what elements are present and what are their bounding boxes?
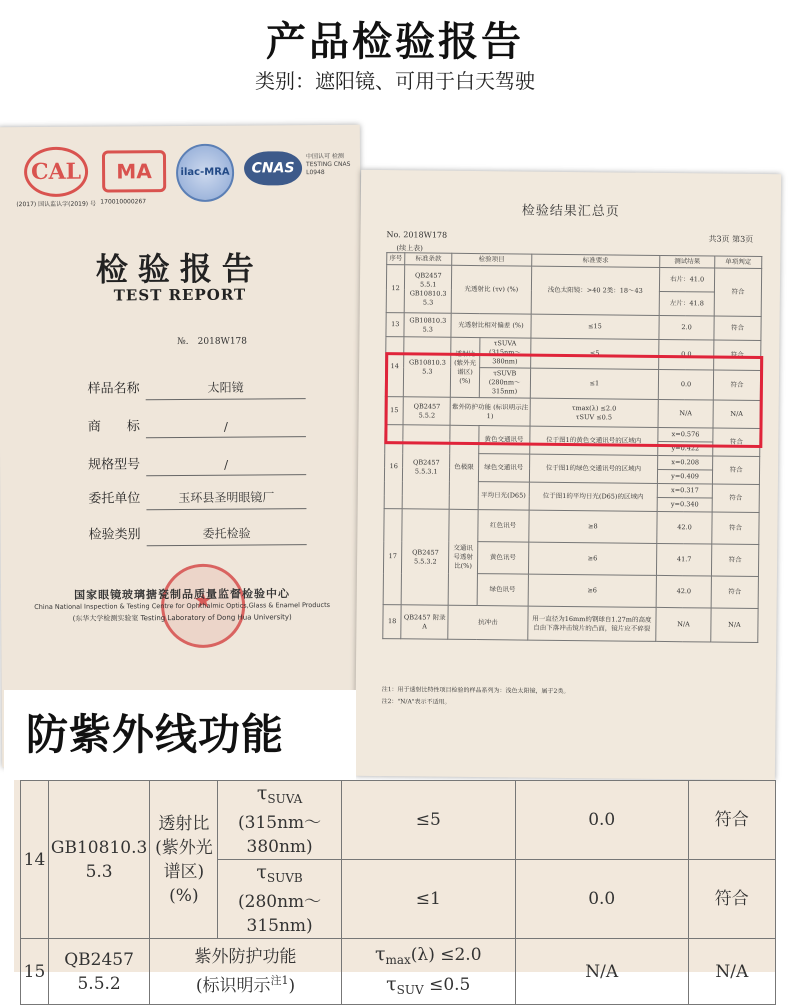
field-inspection-type bbox=[89, 523, 339, 547]
table-row: 18 QB2457 附录A 抗冲击 用一直径为16mm的钢球自1.27m的高度自由下落冲击镜片的凸面，镜片应不碎裂 N/A N/A bbox=[383, 605, 758, 643]
field-value: 太阳镜 bbox=[146, 378, 306, 400]
cnas-logo: CNAS bbox=[244, 151, 302, 185]
table-row: 平均日光(D65) 位于图1的平均日光(D65)的区域内 x=0.317 符合 bbox=[384, 481, 759, 499]
table-row: 左片：41.8 bbox=[386, 289, 761, 317]
cover-org-en: China National Inspection & Testing Centre for Ophthalmic Optics,Glass & Enamel Products bbox=[34, 600, 331, 612]
table-header: 序号 bbox=[387, 253, 405, 265]
summary-title: 检验结果汇总页 bbox=[521, 203, 620, 220]
cover-org-cn: 国家眼镜玻璃搪瓷制品质量监督检验中心 bbox=[73, 587, 291, 602]
cal-cert-number: (2017) 国认监认字(2019) 号 bbox=[16, 200, 97, 209]
test-item-uv-protection: 紫外防护功能 (标识明示$^{注1}$) bbox=[150, 939, 341, 1005]
field-label: 检验类别 bbox=[88, 527, 141, 543]
row-number: 15 bbox=[21, 939, 49, 1005]
table-row: 绿色讯号 ≥6 42.0 符合 bbox=[383, 573, 758, 609]
test-item-suvb: $\tau_{SUVB}$ (280nm～315nm) bbox=[218, 860, 341, 939]
table-header: 单项判定 bbox=[715, 256, 762, 268]
report-cover-page bbox=[0, 125, 364, 768]
field-value: / bbox=[146, 457, 306, 476]
field-value: 玉环县圣明眼镜厂 bbox=[146, 488, 306, 510]
row-number: 14 bbox=[21, 781, 49, 939]
cover-org-sub: (东华大学检测实验室 Testing Laboratory of Dong Hua University) bbox=[72, 613, 292, 623]
table-row: 黄色讯号 ≥6 41.7 符合 bbox=[383, 541, 758, 577]
cert-logos bbox=[16, 145, 351, 217]
field-label: 商 标 bbox=[87, 419, 140, 435]
field-sample-name bbox=[88, 377, 338, 401]
table-row: 12 QB2457 5.5.1 GB10810.3 5.3 光透射比 (τv) (%) 浅色太阳镜：>40 2类：18～43 右片：41.0 符合 bbox=[386, 265, 761, 293]
uv-function-caption: 防紫外线功能 bbox=[4, 690, 356, 780]
table-row: 15 QB2457 5.5.2 紫外防护功能 (标识明示注1) τmax(λ) ≤2.0 τSUV ≤0.5 N/A N/A bbox=[385, 397, 760, 429]
cnas-caption: 中国认可 检测 TESTING CNAS L0948 bbox=[305, 152, 351, 177]
cma-cert-number: 170010000267 bbox=[100, 198, 147, 206]
cover-title-cn: 检验报告 bbox=[95, 249, 264, 289]
judgement: N/A bbox=[688, 939, 775, 1005]
ilac-mra-logo: ilac-MRA bbox=[176, 144, 234, 202]
requirement: ≤1 bbox=[341, 860, 515, 939]
standard-clause: GB10810.3 5.3 bbox=[48, 781, 149, 939]
summary-report-number: No. 2018W178 bbox=[386, 230, 448, 240]
summary-table: 序号 标准条款 检验项目 标准要求 测试结果 单项判定 12 QB2457 5.5.1 GB10810.3 5.3 光透射比 (τv) (%) 浅色太阳镜：>40 2类：18～43 右片：41.0 符合 左片：41.8 13 GB10810.3 5.3 光透射比相对偏差 (%) ≤15 2.0 符合 14 GB10810.3 5.3 透射比 (紫外光谱区) (%) τSUVA (315nm～380nm) ≤5 0.0 符合 τSUVB (280nm～315nm) ≤1 0.0 符合 15 QB2457 5.5.2 紫外防护功能 (标识明示注1) τmax(λ) ≤2.0 τSUV ≤0.5 N/A N/A 16 QB2457 5.5.3.1 色极限 黄色交通讯号 位于图1的黄色交通讯号的区域内 x=0.576 符合 y=0.422 绿色交通讯号 位于图1的绿色交通讯号的区域内 x=0.208 符合 y=0.409 平均日光(D65) 位于图1的平均日光(D65)的区域内 x=0.317 符合 y=0.340 17 QB2457 5.5.3.2 交通讯号透射比(%) 红色讯号 ≥8 42.0 符合 黄色讯号 ≥6 41.7 符合 绿色讯号 ≥6 42.0 符合 18 QB2457 附录A 抗冲击 用一直径为16mm的钢球自1.27m的高度自由下落冲击镜片的凸面，镜片应不碎裂 N/A N/A bbox=[382, 252, 762, 643]
table-header: 标准要求 bbox=[531, 254, 660, 267]
test-group: 透射比 (紫外光 谱区) (%) bbox=[150, 781, 218, 939]
requirement: $\tau_{max}(\lambda) \le 2.0$ $\tau_{SUV} \le 0.5$ bbox=[341, 939, 515, 1005]
field-label: 样品名称 bbox=[87, 381, 140, 397]
table-row: 14 GB10810.3 5.3 透射比 (紫外光谱区) (%) τSUVA (315nm～380nm) ≤5 0.0 符合 bbox=[386, 337, 761, 371]
table-row: τSUVB (280nm～315nm) ≤1 0.0 符合 bbox=[385, 367, 760, 401]
table-row bbox=[21, 781, 776, 860]
requirement: ≤5 bbox=[341, 781, 515, 860]
judgement: 符合 bbox=[688, 860, 775, 939]
page-subtitle: 类别：遮阳镜、可用于白天驾驶 bbox=[255, 69, 535, 93]
table-header: 测试结果 bbox=[660, 255, 715, 268]
field-value: 委托检验 bbox=[147, 524, 307, 546]
field-label: 委托单位 bbox=[88, 491, 141, 507]
field-trademark bbox=[88, 415, 338, 439]
uv-detail-zoom bbox=[14, 780, 776, 997]
field-label: 规格型号 bbox=[88, 457, 141, 473]
uv-highlight-box bbox=[384, 352, 763, 448]
summary-note-1: 注1：用于透射比特性项目检验的样品系列为：浅色太阳镜，属于2类。 bbox=[381, 686, 570, 696]
test-result: N/A bbox=[515, 939, 688, 1005]
table-header: 检验项目 bbox=[452, 253, 532, 266]
test-result: 0.0 bbox=[515, 781, 688, 860]
field-model bbox=[88, 453, 338, 477]
test-item-suva: $\tau_{SUVA}$ (315nm～380nm) bbox=[218, 781, 341, 860]
cal-logo: CAL bbox=[24, 147, 88, 197]
summary-page-number: 共3页 第3页 bbox=[708, 234, 754, 244]
field-value: / bbox=[146, 419, 306, 438]
judgement: 符合 bbox=[688, 781, 775, 860]
field-client bbox=[88, 487, 338, 511]
page-title: 产品检验报告 bbox=[266, 19, 524, 65]
table-row: 13 GB10810.3 5.3 光透射比相对偏差 (%) ≤15 2.0 符合 bbox=[386, 313, 761, 341]
table-row: 16 QB2457 5.5.3.1 色极限 黄色交通讯号 位于图1的黄色交通讯号的区域内 x=0.576 符合 bbox=[385, 425, 760, 443]
results-summary-page bbox=[355, 170, 781, 780]
summary-continued: (续上表) bbox=[396, 244, 423, 253]
table-row: 17 QB2457 5.5.3.2 交通讯号透射比(%) 红色讯号 ≥8 42.0 符合 bbox=[384, 509, 759, 545]
test-result: 0.0 bbox=[515, 860, 688, 939]
cover-report-number: №． 2018W178 bbox=[177, 336, 248, 348]
cover-title-en: TEST REPORT bbox=[113, 285, 247, 305]
uv-detail-table bbox=[20, 780, 776, 1005]
standard-clause: QB2457 5.5.2 bbox=[48, 939, 149, 1005]
summary-note-2: 注2："N/A"表示不适用。 bbox=[381, 698, 451, 706]
table-row: 绿色交通讯号 位于图1的绿色交通讯号的区域内 x=0.208 符合 bbox=[385, 453, 760, 471]
cma-logo: MA bbox=[102, 150, 166, 192]
table-header: 标准条款 bbox=[405, 253, 452, 265]
table-row bbox=[21, 939, 776, 1005]
